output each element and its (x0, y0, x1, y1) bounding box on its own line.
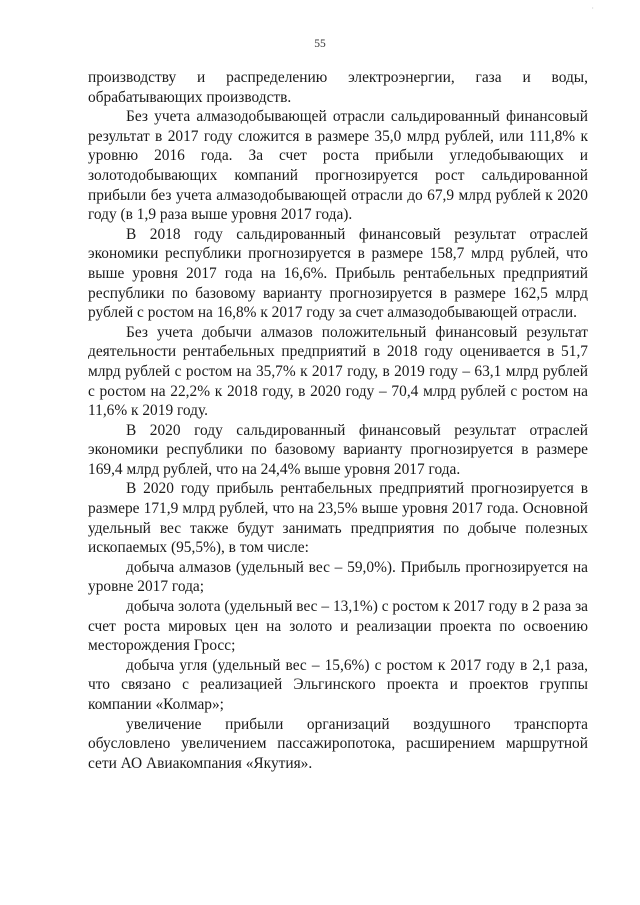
page-body (88, 68, 588, 773)
paragraph-continuation: производству и распределению электроэнергии, газа и воды, обрабатывающих производств. (88, 69, 588, 106)
page-number: 55 (314, 38, 326, 50)
paragraph-without-diamonds-2017: Без учета алмазодобывающей отрасли сальдированный финансовый результат в 2017 году сложится в размере 35,0 млрд рублей, или 111,8% к уровню 2016 года. За счет роста прибыли угледобывающих и золотодобывающих компаний прогнозируется рост сальдированной прибыли без учета алмазодобывающей отрасли до 67,9 млрд рублей к 2020 году (в 1,9 раза выше уровня 2017 года). (88, 108, 588, 224)
paragraph-without-diamonds-profit: Без учета добычи алмазов положительный финансовый результат деятельности рентабельных предприятий в 2018 году оценивается в 51,7 млрд рублей с ростом на 35,7% к 2017 году, в 2019 году – 63,1 млрд рублей с ростом на 22,2% к 2018 году, в 2020 году – 70,4 млрд рублей с ростом на 11,6% к 2019 году. (88, 323, 588, 420)
paragraph-2018-result: В 2018 году сальдированный финансовый результат отраслей экономики республики прогнозируется в размере 158,7 млрд рублей, что выше уровня 2017 года на 16,6%. Прибыль рентабельных предприятий республики по базовому варианту прогнозируется в размере 162,5 млрд рублей с ростом на 16,8% к 2017 году за счет алмазодобывающей отрасли. (88, 225, 588, 322)
paragraph-2020-result: В 2020 году сальдированный финансовый результат отраслей экономики республики по базовому варианту прогнозируется в размере 169,4 млрд рублей, что на 24,4% выше уровня 2017 года. (88, 421, 588, 478)
list-item-coal: добыча угля (удельный вес – 15,6%) с ростом к 2017 году в 2,1 раза, что связано с реализацией Эльгинского проекта и проектов группы компании «Колмар»; (88, 656, 588, 713)
corner-mark: · (591, 4, 594, 13)
paragraph-2020-profit: В 2020 году прибыль рентабельных предприятий прогнозируется в размере 171,9 млрд рублей, что на 23,5% выше уровня 2017 года. Основной удельный вес также будут занимать предприятия по добыче полезных ископаемых (95,5%), в том числе: (88, 480, 588, 557)
list-item-diamonds: добыча алмазов (удельный вес – 59,0%). Прибыль прогнозируется на уровне 2017 года; (88, 558, 588, 596)
list-item-air-transport: увеличение прибыли организаций воздушного транспорта обусловлено увеличением пассажиропотока, расширением маршрутной сети АО Авиакомпания «Якутия». (88, 715, 588, 772)
list-item-gold: добыча золота (удельный вес – 13,1%) с ростом к 2017 году в 2 раза за счет роста мировых цен на золото и реализации проекта по освоению месторождения Гросс; (88, 598, 588, 655)
